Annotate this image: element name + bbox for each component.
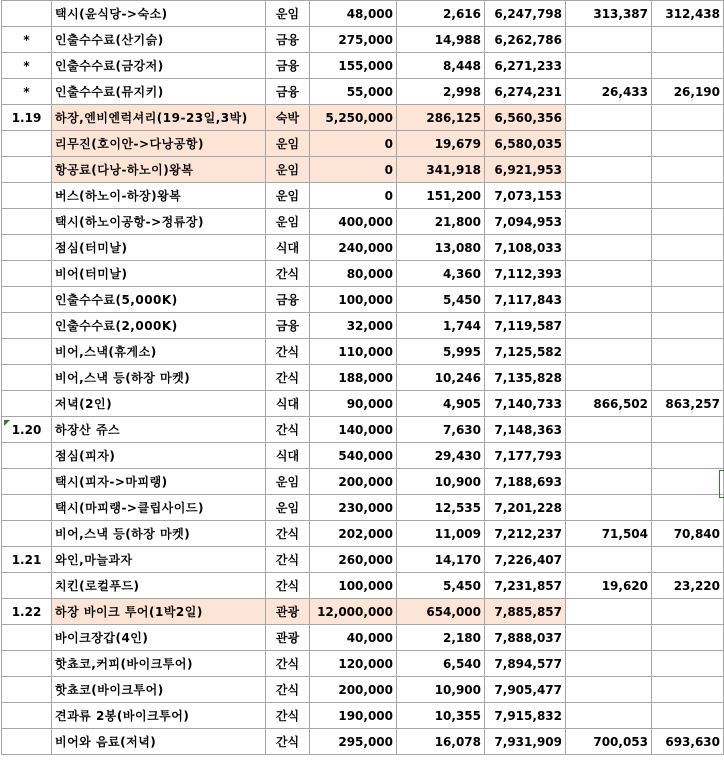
category-cell[interactable]: 운임 — [266, 209, 310, 235]
running-total-cell[interactable]: 7,931,909 — [485, 729, 566, 755]
subtotal-b-cell[interactable]: 23,220 — [652, 573, 724, 599]
running-total-cell[interactable]: 7,094,953 — [485, 209, 566, 235]
category-cell[interactable]: 운임 — [266, 495, 310, 521]
date-cell[interactable] — [2, 469, 52, 495]
date-cell[interactable]: * — [2, 53, 52, 79]
item-cell[interactable]: 항공료(다낭-하노이)왕복 — [52, 157, 266, 183]
item-cell[interactable]: 인출수수료(뮤지키) — [52, 79, 266, 105]
subtotal-a-cell[interactable] — [566, 287, 652, 313]
category-cell[interactable]: 금융 — [266, 287, 310, 313]
date-cell[interactable] — [2, 729, 52, 755]
item-cell[interactable]: 치킨(로컬푸드) — [52, 573, 266, 599]
subtotal-b-cell[interactable] — [652, 495, 724, 521]
subtotal-b-cell[interactable]: 312,438 — [652, 1, 724, 27]
subtotal-a-cell[interactable] — [566, 209, 652, 235]
category-cell[interactable]: 간식 — [266, 261, 310, 287]
date-cell[interactable] — [2, 365, 52, 391]
amount-local-cell[interactable]: 190,000 — [310, 703, 397, 729]
date-cell[interactable] — [2, 391, 52, 417]
subtotal-a-cell[interactable] — [566, 131, 652, 157]
subtotal-a-cell[interactable] — [566, 651, 652, 677]
item-cell[interactable]: 택시(하노이공항->정류장) — [52, 209, 266, 235]
subtotal-b-cell[interactable]: 26,190 — [652, 79, 724, 105]
table-row — [2, 27, 724, 53]
table-row — [2, 625, 724, 651]
category-cell[interactable]: 간식 — [266, 339, 310, 365]
running-total-cell[interactable]: 7,108,033 — [485, 235, 566, 261]
subtotal-b-cell[interactable] — [652, 183, 724, 209]
amount-local-cell[interactable]: 12,000,000 — [310, 599, 397, 625]
category-cell[interactable]: 간식 — [266, 417, 310, 443]
subtotal-a-cell[interactable] — [566, 53, 652, 79]
subtotal-b-cell[interactable] — [652, 651, 724, 677]
amount-local-cell[interactable]: 40,000 — [310, 625, 397, 651]
table-row — [2, 131, 724, 157]
item-cell[interactable]: 택시(피자->마피랭) — [52, 469, 266, 495]
subtotal-a-cell[interactable] — [566, 183, 652, 209]
category-cell[interactable]: 숙박 — [266, 105, 310, 131]
subtotal-a-cell[interactable] — [566, 469, 652, 495]
subtotal-a-cell[interactable]: 700,053 — [566, 729, 652, 755]
subtotal-a-cell[interactable] — [566, 625, 652, 651]
date-cell[interactable] — [2, 261, 52, 287]
table-row — [2, 183, 724, 209]
table-row — [2, 339, 724, 365]
running-total-cell[interactable]: 7,888,037 — [485, 625, 566, 651]
subtotal-b-cell[interactable] — [652, 287, 724, 313]
running-total-cell[interactable]: 7,112,393 — [485, 261, 566, 287]
subtotal-a-cell[interactable] — [566, 495, 652, 521]
item-cell[interactable]: 버스(하노이-하장)왕복 — [52, 183, 266, 209]
amount-converted-cell[interactable]: 5,995 — [397, 339, 485, 365]
amount-local-cell[interactable]: 100,000 — [310, 287, 397, 313]
subtotal-b-cell[interactable] — [652, 105, 724, 131]
table-row — [2, 521, 724, 547]
item-cell[interactable]: 저녁(2인) — [52, 391, 266, 417]
running-total-cell[interactable]: 6,271,233 — [485, 53, 566, 79]
category-cell[interactable]: 간식 — [266, 547, 310, 573]
amount-converted-cell[interactable]: 13,080 — [397, 235, 485, 261]
subtotal-b-cell[interactable] — [652, 313, 724, 339]
date-cell[interactable] — [2, 703, 52, 729]
amount-converted-cell[interactable]: 21,800 — [397, 209, 485, 235]
amount-local-cell[interactable]: 5,250,000 — [310, 105, 397, 131]
subtotal-b-cell[interactable]: 693,630 — [652, 729, 724, 755]
item-cell[interactable]: 와인,마늘과자 — [52, 547, 266, 573]
date-cell[interactable] — [2, 313, 52, 339]
subtotal-b-cell[interactable] — [652, 157, 724, 183]
table-row — [2, 287, 724, 313]
item-cell[interactable]: 비어,스낵 등(하장 마켓) — [52, 521, 266, 547]
date-cell[interactable] — [2, 209, 52, 235]
amount-local-cell[interactable]: 202,000 — [310, 521, 397, 547]
category-cell[interactable]: 간식 — [266, 729, 310, 755]
running-total-cell[interactable]: 7,119,587 — [485, 313, 566, 339]
amount-local-cell[interactable]: 100,000 — [310, 573, 397, 599]
running-total-cell[interactable]: 7,894,577 — [485, 651, 566, 677]
subtotal-b-cell[interactable] — [652, 261, 724, 287]
item-cell[interactable]: 핫쵸코(바이크투어) — [52, 677, 266, 703]
date-cell[interactable] — [2, 157, 52, 183]
amount-local-cell[interactable]: 200,000 — [310, 469, 397, 495]
running-total-cell[interactable]: 6,262,786 — [485, 27, 566, 53]
subtotal-b-cell[interactable] — [652, 209, 724, 235]
amount-converted-cell[interactable]: 2,180 — [397, 625, 485, 651]
amount-local-cell[interactable]: 540,000 — [310, 443, 397, 469]
table-row — [2, 157, 724, 183]
running-total-cell[interactable]: 7,885,857 — [485, 599, 566, 625]
subtotal-a-cell[interactable] — [566, 547, 652, 573]
running-total-cell[interactable]: 7,188,693 — [485, 469, 566, 495]
subtotal-a-cell[interactable]: 866,502 — [566, 391, 652, 417]
amount-converted-cell[interactable]: 654,000 — [397, 599, 485, 625]
amount-local-cell[interactable]: 120,000 — [310, 651, 397, 677]
running-total-cell[interactable]: 7,125,582 — [485, 339, 566, 365]
item-cell[interactable]: 택시(윤식당->숙소) — [52, 1, 266, 27]
cell-comment-indicator — [4, 420, 10, 426]
table-row — [2, 469, 724, 495]
amount-converted-cell[interactable]: 14,988 — [397, 27, 485, 53]
running-total-cell[interactable]: 7,231,857 — [485, 573, 566, 599]
subtotal-b-cell[interactable] — [652, 547, 724, 573]
table-row — [2, 105, 724, 131]
running-total-cell[interactable]: 6,921,953 — [485, 157, 566, 183]
category-cell[interactable]: 식대 — [266, 391, 310, 417]
date-cell[interactable]: 1.22 — [2, 599, 52, 625]
subtotal-b-cell[interactable] — [652, 703, 724, 729]
subtotal-b-cell[interactable] — [652, 339, 724, 365]
table-row — [2, 729, 724, 755]
amount-local-cell[interactable]: 260,000 — [310, 547, 397, 573]
item-cell[interactable]: 핫쵸코,커피(바이크투어) — [52, 651, 266, 677]
item-cell[interactable]: 비어,스낵(휴게소) — [52, 339, 266, 365]
subtotal-a-cell[interactable]: 313,387 — [566, 1, 652, 27]
table-row — [2, 703, 724, 729]
category-cell[interactable]: 운임 — [266, 183, 310, 209]
subtotal-b-cell[interactable] — [652, 469, 724, 495]
item-cell[interactable]: 택시(마피랭->클립사이드) — [52, 495, 266, 521]
amount-local-cell[interactable]: 400,000 — [310, 209, 397, 235]
table-row — [2, 209, 724, 235]
date-cell[interactable]: 1.20 — [2, 417, 52, 443]
subtotal-a-cell[interactable]: 19,620 — [566, 573, 652, 599]
item-cell[interactable]: 점심(터미날) — [52, 235, 266, 261]
table-row — [2, 651, 724, 677]
table-row — [2, 573, 724, 599]
subtotal-a-cell[interactable] — [566, 313, 652, 339]
item-cell[interactable]: 비어와 음료(저녁) — [52, 729, 266, 755]
amount-local-cell[interactable]: 32,000 — [310, 313, 397, 339]
item-cell[interactable]: 비어(터미날) — [52, 261, 266, 287]
table-row — [2, 53, 724, 79]
running-total-cell[interactable]: 7,135,828 — [485, 365, 566, 391]
table-row — [2, 313, 724, 339]
table-row — [2, 79, 724, 105]
amount-local-cell[interactable]: 48,000 — [310, 1, 397, 27]
table-row — [2, 1, 724, 27]
item-cell[interactable]: 인출수수료(2,000K) — [52, 313, 266, 339]
running-total-cell[interactable]: 7,201,228 — [485, 495, 566, 521]
amount-converted-cell[interactable]: 2,616 — [397, 1, 485, 27]
running-total-cell[interactable]: 7,915,832 — [485, 703, 566, 729]
item-cell[interactable]: 하장 바이크 투어(1박2일) — [52, 599, 266, 625]
item-cell[interactable]: 리무진(호이안->다낭공항) — [52, 131, 266, 157]
amount-converted-cell[interactable]: 4,360 — [397, 261, 485, 287]
date-cell[interactable] — [2, 1, 52, 27]
table-row — [2, 417, 724, 443]
amount-local-cell[interactable]: 295,000 — [310, 729, 397, 755]
subtotal-a-cell[interactable] — [566, 105, 652, 131]
subtotal-b-cell[interactable] — [652, 625, 724, 651]
item-cell[interactable]: 인출수수료(5,000K) — [52, 287, 266, 313]
running-total-cell[interactable]: 7,073,153 — [485, 183, 566, 209]
subtotal-b-cell[interactable] — [652, 443, 724, 469]
category-cell[interactable]: 간식 — [266, 521, 310, 547]
item-cell[interactable]: 하장산 쥬스 — [52, 417, 266, 443]
category-cell[interactable]: 간식 — [266, 651, 310, 677]
expense-spreadsheet — [1, 0, 724, 755]
subtotal-a-cell[interactable] — [566, 261, 652, 287]
amount-converted-cell[interactable]: 5,450 — [397, 287, 485, 313]
item-cell[interactable]: 점심(피자) — [52, 443, 266, 469]
amount-local-cell[interactable]: 275,000 — [310, 27, 397, 53]
subtotal-a-cell[interactable] — [566, 599, 652, 625]
amount-converted-cell[interactable]: 29,430 — [397, 443, 485, 469]
subtotal-b-cell[interactable] — [652, 365, 724, 391]
amount-local-cell[interactable]: 240,000 — [310, 235, 397, 261]
category-cell[interactable]: 관광 — [266, 625, 310, 651]
category-cell[interactable]: 금융 — [266, 53, 310, 79]
running-total-cell[interactable]: 7,905,477 — [485, 677, 566, 703]
subtotal-a-cell[interactable] — [566, 339, 652, 365]
amount-local-cell[interactable]: 200,000 — [310, 677, 397, 703]
amount-converted-cell[interactable]: 12,535 — [397, 495, 485, 521]
item-cell[interactable]: 인출수수료(산기슭) — [52, 27, 266, 53]
amount-converted-cell[interactable]: 4,905 — [397, 391, 485, 417]
category-cell[interactable]: 운임 — [266, 157, 310, 183]
subtotal-a-cell[interactable]: 71,504 — [566, 521, 652, 547]
date-cell[interactable] — [2, 131, 52, 157]
subtotal-a-cell[interactable] — [566, 703, 652, 729]
subtotal-a-cell[interactable] — [566, 677, 652, 703]
item-cell[interactable]: 비어,스낵 등(하장 마켓) — [52, 365, 266, 391]
date-cell[interactable] — [2, 235, 52, 261]
table-row — [2, 391, 724, 417]
subtotal-b-cell[interactable]: 863,257 — [652, 391, 724, 417]
subtotal-b-cell[interactable] — [652, 677, 724, 703]
item-cell[interactable]: 바이크장갑(4인) — [52, 625, 266, 651]
amount-converted-cell[interactable]: 1,744 — [397, 313, 485, 339]
category-cell[interactable]: 금융 — [266, 27, 310, 53]
category-cell[interactable]: 운임 — [266, 131, 310, 157]
amount-converted-cell[interactable]: 5,450 — [397, 573, 485, 599]
amount-converted-cell[interactable]: 10,246 — [397, 365, 485, 391]
subtotal-b-cell[interactable] — [652, 417, 724, 443]
subtotal-a-cell[interactable] — [566, 235, 652, 261]
selection-edge-marker — [719, 470, 724, 498]
subtotal-b-cell[interactable] — [652, 27, 724, 53]
table-row — [2, 261, 724, 287]
category-cell[interactable]: 관광 — [266, 599, 310, 625]
amount-converted-cell[interactable]: 11,009 — [397, 521, 485, 547]
date-cell[interactable] — [2, 677, 52, 703]
date-cell[interactable] — [2, 573, 52, 599]
date-cell[interactable] — [2, 651, 52, 677]
running-total-cell[interactable]: 6,274,231 — [485, 79, 566, 105]
running-total-cell[interactable]: 7,226,407 — [485, 547, 566, 573]
amount-converted-cell[interactable]: 286,125 — [397, 105, 485, 131]
table-row — [2, 365, 724, 391]
amount-converted-cell[interactable]: 10,900 — [397, 677, 485, 703]
amount-local-cell[interactable]: 155,000 — [310, 53, 397, 79]
category-cell[interactable]: 운임 — [266, 469, 310, 495]
subtotal-b-cell[interactable] — [652, 235, 724, 261]
amount-converted-cell[interactable]: 151,200 — [397, 183, 485, 209]
running-total-cell[interactable]: 6,560,356 — [485, 105, 566, 131]
amount-local-cell[interactable]: 140,000 — [310, 417, 397, 443]
amount-local-cell[interactable]: 230,000 — [310, 495, 397, 521]
amount-converted-cell[interactable]: 16,078 — [397, 729, 485, 755]
date-cell[interactable] — [2, 521, 52, 547]
subtotal-b-cell[interactable] — [652, 131, 724, 157]
table-row — [2, 235, 724, 261]
subtotal-a-cell[interactable] — [566, 157, 652, 183]
amount-converted-cell[interactable]: 7,630 — [397, 417, 485, 443]
date-cell[interactable]: * — [2, 79, 52, 105]
running-total-cell[interactable]: 7,117,843 — [485, 287, 566, 313]
amount-converted-cell[interactable]: 10,355 — [397, 703, 485, 729]
table-row — [2, 547, 724, 573]
category-cell[interactable]: 운임 — [266, 1, 310, 27]
running-total-cell[interactable]: 6,580,035 — [485, 131, 566, 157]
table-row — [2, 495, 724, 521]
subtotal-a-cell[interactable] — [566, 27, 652, 53]
subtotal-a-cell[interactable] — [566, 417, 652, 443]
amount-converted-cell[interactable]: 6,540 — [397, 651, 485, 677]
table-row — [2, 599, 724, 625]
amount-local-cell[interactable]: 0 — [310, 157, 397, 183]
item-cell[interactable]: 인출수수료(금강저) — [52, 53, 266, 79]
subtotal-a-cell[interactable] — [566, 443, 652, 469]
running-total-cell[interactable]: 6,247,798 — [485, 1, 566, 27]
amount-local-cell[interactable]: 110,000 — [310, 339, 397, 365]
category-cell[interactable]: 간식 — [266, 365, 310, 391]
amount-converted-cell[interactable]: 14,170 — [397, 547, 485, 573]
amount-local-cell[interactable]: 90,000 — [310, 391, 397, 417]
date-cell[interactable]: * — [2, 27, 52, 53]
amount-converted-cell[interactable]: 10,900 — [397, 469, 485, 495]
item-cell[interactable]: 견과류 2봉(바이크투어) — [52, 703, 266, 729]
subtotal-a-cell[interactable] — [566, 365, 652, 391]
date-cell[interactable]: 1.19 — [2, 105, 52, 131]
subtotal-b-cell[interactable]: 70,840 — [652, 521, 724, 547]
category-cell[interactable]: 간식 — [266, 677, 310, 703]
category-cell[interactable]: 식대 — [266, 443, 310, 469]
amount-local-cell[interactable]: 80,000 — [310, 261, 397, 287]
table-row — [2, 677, 724, 703]
amount-local-cell[interactable]: 55,000 — [310, 79, 397, 105]
item-cell[interactable]: 하장,엔비엔럭셔리(19-23일,3박) — [52, 105, 266, 131]
date-cell[interactable] — [2, 625, 52, 651]
spreadsheet-body — [2, 1, 724, 755]
subtotal-b-cell[interactable] — [652, 599, 724, 625]
date-cell[interactable] — [2, 287, 52, 313]
date-cell[interactable] — [2, 183, 52, 209]
amount-converted-cell[interactable]: 341,918 — [397, 157, 485, 183]
amount-converted-cell[interactable]: 2,998 — [397, 79, 485, 105]
running-total-cell[interactable]: 7,212,237 — [485, 521, 566, 547]
category-cell[interactable]: 간식 — [266, 703, 310, 729]
date-cell[interactable] — [2, 443, 52, 469]
category-cell[interactable]: 간식 — [266, 573, 310, 599]
subtotal-b-cell[interactable] — [652, 53, 724, 79]
amount-converted-cell[interactable]: 8,448 — [397, 53, 485, 79]
running-total-cell[interactable]: 7,177,793 — [485, 443, 566, 469]
running-total-cell[interactable]: 7,148,363 — [485, 417, 566, 443]
amount-local-cell[interactable]: 188,000 — [310, 365, 397, 391]
subtotal-a-cell[interactable]: 26,433 — [566, 79, 652, 105]
category-cell[interactable]: 식대 — [266, 235, 310, 261]
date-cell[interactable]: 1.21 — [2, 547, 52, 573]
amount-local-cell[interactable]: 0 — [310, 131, 397, 157]
date-cell[interactable] — [2, 339, 52, 365]
date-cell[interactable] — [2, 495, 52, 521]
table-row — [2, 443, 724, 469]
amount-local-cell[interactable]: 0 — [310, 183, 397, 209]
amount-converted-cell[interactable]: 19,679 — [397, 131, 485, 157]
category-cell[interactable]: 금융 — [266, 79, 310, 105]
category-cell[interactable]: 금융 — [266, 313, 310, 339]
running-total-cell[interactable]: 7,140,733 — [485, 391, 566, 417]
